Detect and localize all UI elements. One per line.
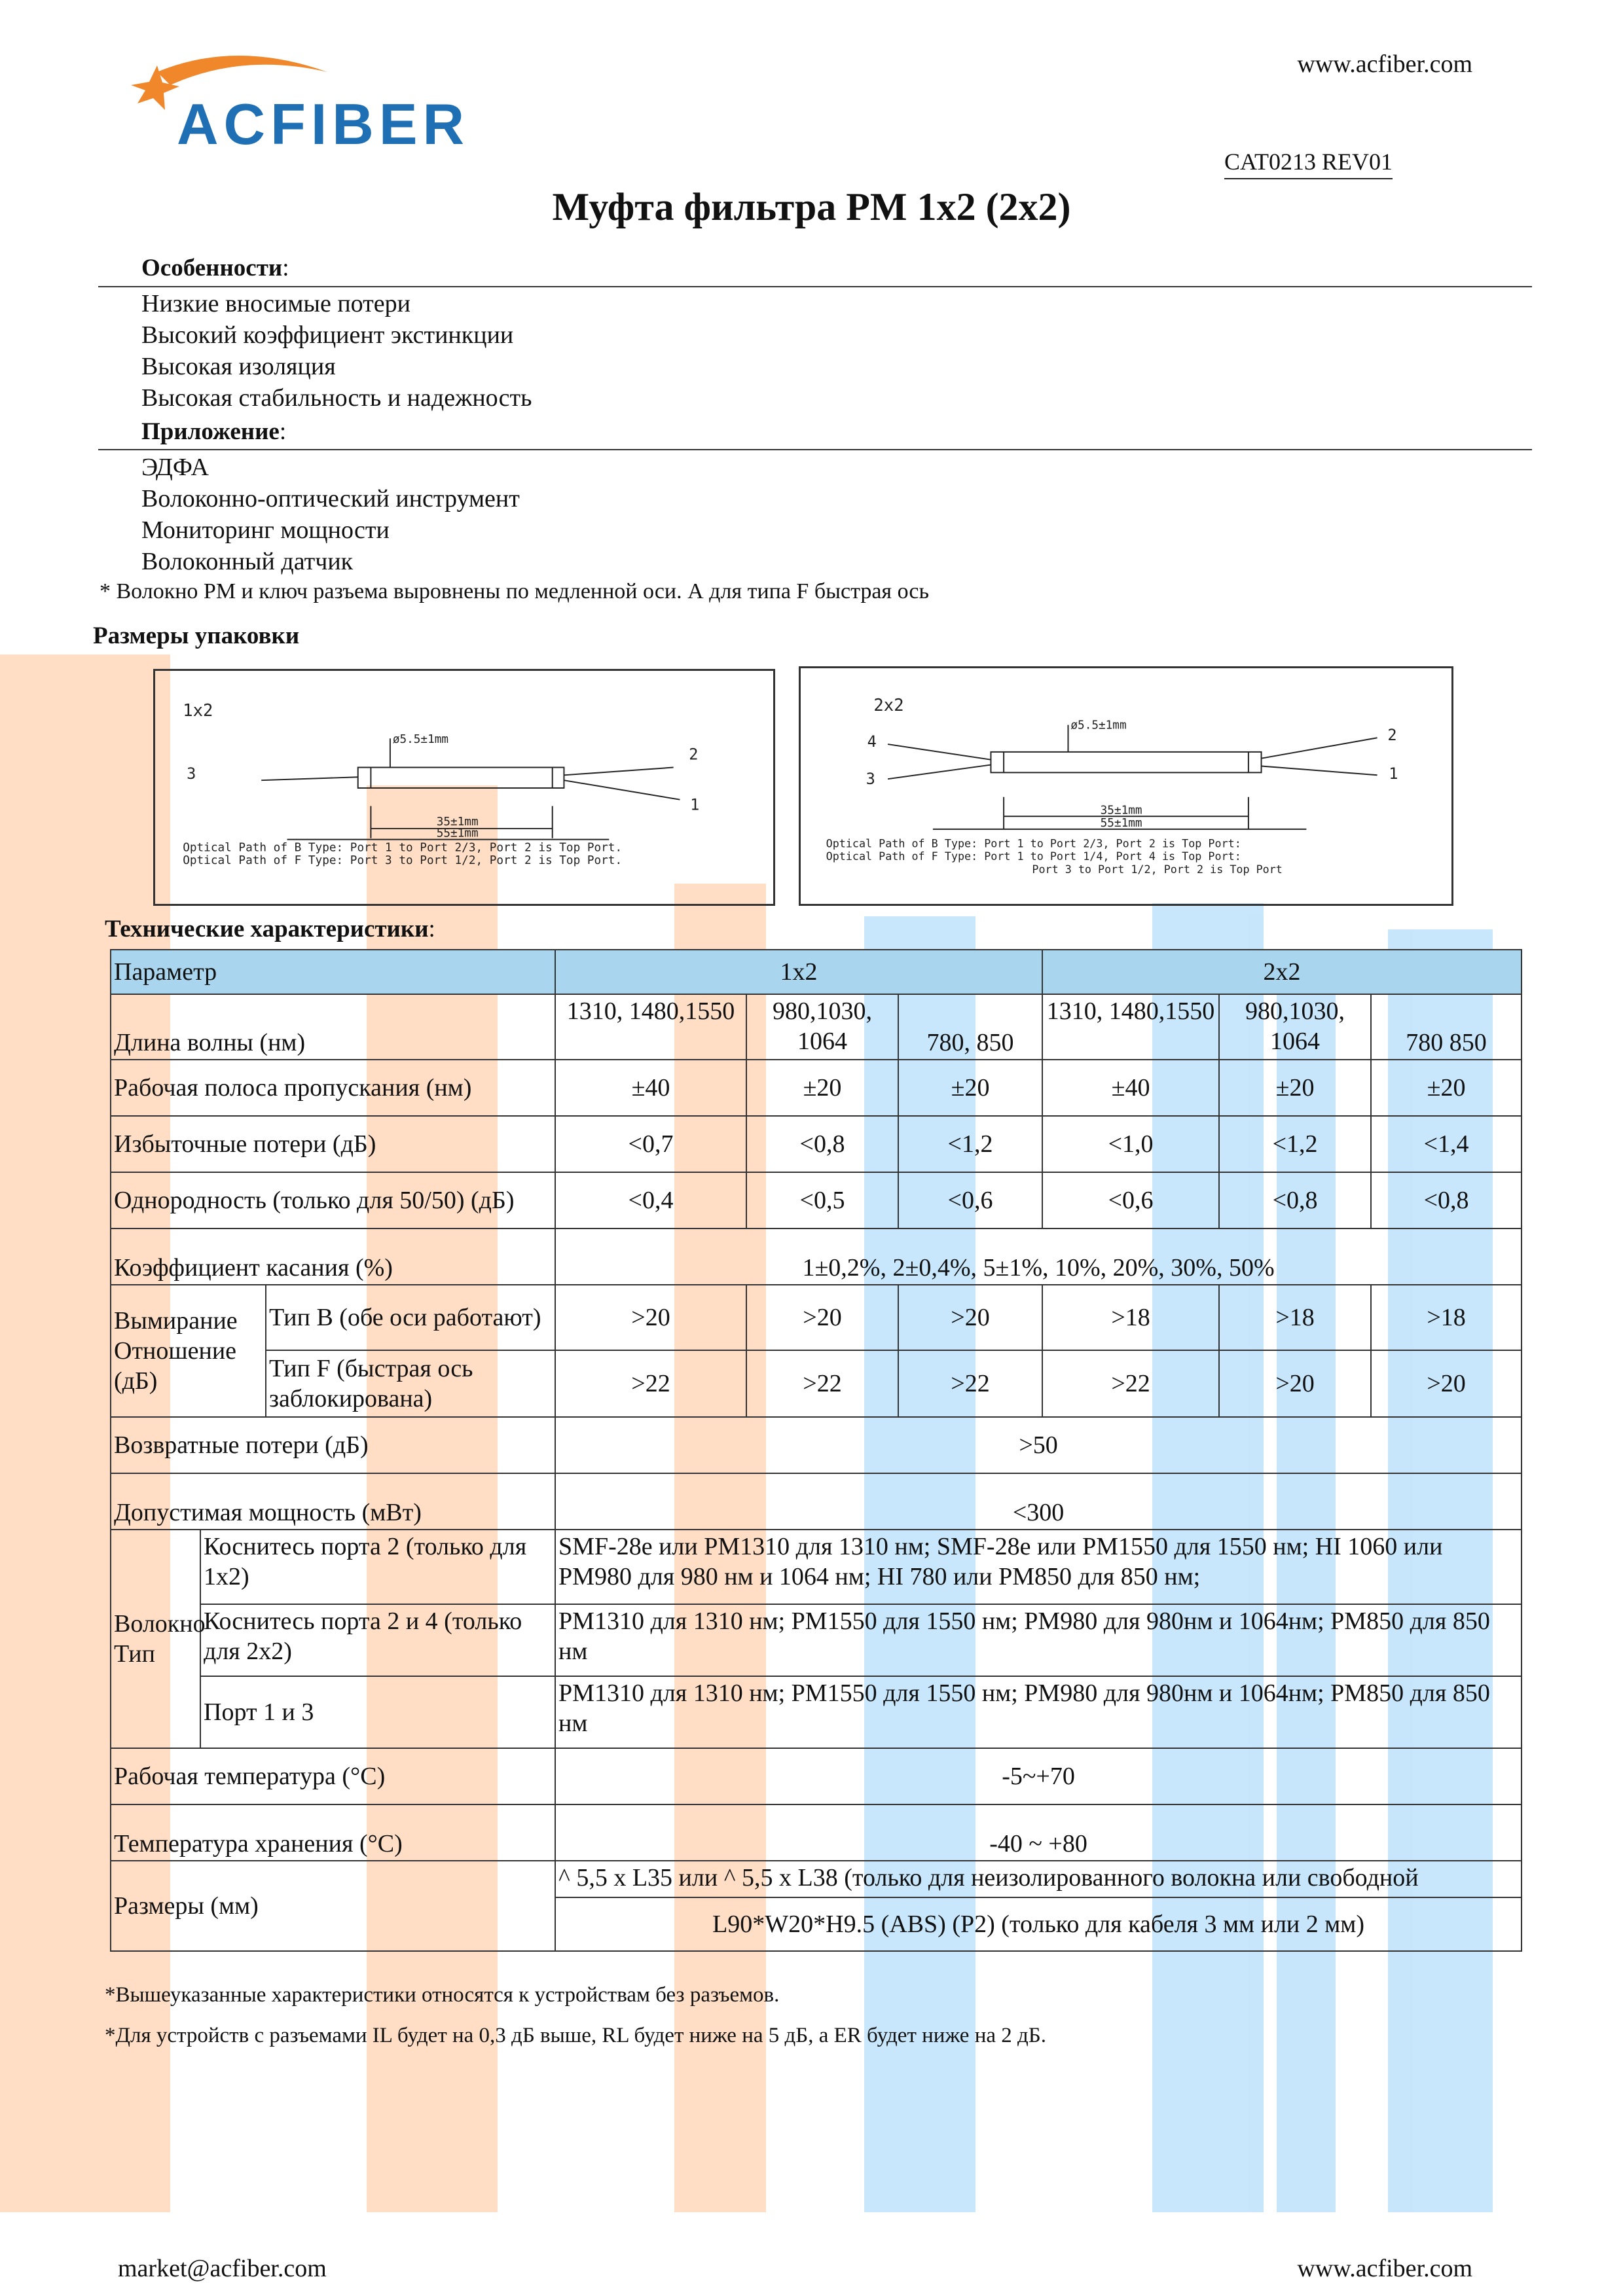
table-cell: -40 ~ +80 (555, 1804, 1522, 1861)
table-cell: ±40 (1042, 1060, 1219, 1116)
table-cell: >20 (1219, 1350, 1371, 1417)
table-row (111, 1060, 1522, 1116)
port-label: 2 (1387, 726, 1397, 745)
feature-item: Высокая изоляция (141, 353, 336, 380)
applications-divider (98, 449, 1532, 450)
diameter-label: ø5.5±1mm (392, 733, 449, 747)
table-cell: <1,2 (898, 1116, 1042, 1172)
sub-param-label: Тип B (обе оси работают) (266, 1285, 555, 1350)
param-label: Коэффициент касания (%) (111, 1229, 555, 1285)
table-row (111, 994, 1522, 1060)
optical-path-b: Optical Path of B Type: Port 1 to Port 2/3, Port 2 is Top Port. (183, 841, 623, 855)
table-row (111, 1861, 1522, 1897)
table-cell: 1310, 1480,1550 (555, 994, 746, 1060)
param-label: Рабочая полоса пропускания (нм) (111, 1060, 555, 1116)
table-cell: >20 (555, 1285, 746, 1350)
length-outer-label: 55±1mm (1100, 816, 1142, 830)
logo-icon (111, 46, 478, 157)
table-cell: 980,1030, 1064 (746, 994, 898, 1060)
param-label: Вымирание Отношение (дБ) (111, 1285, 266, 1417)
table-cell: 1310, 1480,1550 (1042, 994, 1219, 1060)
table-row (111, 1417, 1522, 1473)
table-cell: 1±0,2%, 2±0,4%, 5±1%, 10%, 20%, 30%, 50% (555, 1229, 1522, 1285)
table-cell: L90*W20*H9.5 (ABS) (P2) (только для кабеля 3 мм или 2 мм) (555, 1897, 1522, 1951)
table-cell: PM1310 для 1310 нм; PM1550 для 1550 нм; PM980 для 980нм и 1064нм; PM850 для 850 нм (555, 1604, 1522, 1676)
diameter-label: ø5.5±1mm (1070, 719, 1127, 732)
fiber-alignment-note: * Волокно PM и ключ разъема выровнены по медленной оси. А для типа F быстрая ось (100, 579, 930, 603)
port-label: 1 (690, 795, 700, 814)
footnote: *Для устройств с разъемами IL будет на 0,3 дБ выше, RL будет ниже на 5 дБ, а ER будет ниже на 2 дБ. (105, 2024, 1046, 2047)
port-label: 1 (1389, 764, 1398, 783)
table-cell: <0,6 (898, 1172, 1042, 1229)
param-label: Температура хранения (°C) (111, 1804, 555, 1861)
table-cell: ±20 (898, 1060, 1042, 1116)
table-row (111, 1530, 1522, 1604)
features-heading: Особенности: (141, 255, 289, 281)
table-cell: SMF-28e или PM1310 для 1310 нм; SMF-28e или PM1550 для 1550 нм; HI 1060 или PM980 для 980 нм и 1064 нм; HI 780 или PM850 для 850 нм; (555, 1530, 1522, 1604)
features-divider (98, 286, 1532, 287)
package-heading: Размеры упаковки (93, 622, 300, 649)
package-drawing-2x2 (799, 666, 1453, 906)
table-cell: -5~+70 (555, 1748, 1522, 1804)
specs-heading: Технические характеристики: (105, 916, 435, 942)
sub-param-label: Коснитесь порта 2 и 4 (только для 2x2) (200, 1604, 555, 1676)
application-item: ЭДФА (141, 454, 209, 481)
package-drawing-1x2 (153, 669, 775, 906)
applications-heading: Приложение: (141, 418, 287, 445)
table-cell: <0,6 (1042, 1172, 1219, 1229)
feature-item: Высокая стабильность и надежность (141, 384, 532, 412)
sub-param-label: Тип F (быстрая ось заблокирована) (266, 1350, 555, 1417)
footer-website[interactable]: www.acfiber.com (1297, 2255, 1472, 2282)
table-row (111, 1229, 1522, 1285)
acfiber-logo (111, 46, 478, 157)
optical-path-f: Optical Path of F Type: Port 3 to Port 1/2, Port 2 is Top Port. (183, 854, 623, 868)
param-label: Допустимая мощность (мВт) (111, 1473, 555, 1530)
table-cell: >20 (898, 1285, 1042, 1350)
table-cell: >18 (1371, 1285, 1522, 1350)
port-label: 2 (689, 745, 699, 764)
table-row (111, 1285, 1522, 1350)
optical-path-f: Optical Path of F Type: Port 1 to Port 1/4, Port 4 is Top Port: (826, 850, 1241, 863)
param-label: Размеры (мм) (111, 1861, 555, 1951)
table-row (111, 1804, 1522, 1861)
footer-email[interactable]: market@acfiber.com (118, 2255, 327, 2282)
table-cell: 980,1030, 1064 (1219, 994, 1371, 1060)
table-cell: >22 (1042, 1350, 1219, 1417)
application-item: Волоконно-оптический инструмент (141, 485, 520, 512)
table-cell: >18 (1219, 1285, 1371, 1350)
optical-path-f-cont: Port 3 to Port 1/2, Port 2 is Top Port (1032, 862, 1283, 876)
table-cell: 780, 850 (898, 994, 1042, 1060)
length-inner-label: 35±1mm (436, 816, 479, 829)
table-row (111, 1350, 1522, 1417)
drawing-label: 1x2 (183, 700, 213, 721)
table-row (111, 1473, 1522, 1530)
param-label: Однородность (только для 50/50) (дБ) (111, 1172, 555, 1229)
sub-param-label: Коснитесь порта 2 (только для 1x2) (200, 1530, 555, 1604)
optical-path-b: Optical Path of B Type: Port 1 to Port 2/3, Port 2 is Top Port: (826, 836, 1241, 850)
table-cell: <0,4 (555, 1172, 746, 1229)
table-row (111, 1748, 1522, 1804)
table-cell: 780 850 (1371, 994, 1522, 1060)
param-label: Волокно Тип (111, 1530, 200, 1748)
table-cell: <1,2 (1219, 1116, 1371, 1172)
table-cell: >22 (555, 1350, 746, 1417)
table-cell: ±20 (1371, 1060, 1522, 1116)
table-cell: <1,0 (1042, 1116, 1219, 1172)
table-cell: ±20 (746, 1060, 898, 1116)
port-label: 3 (866, 770, 875, 789)
table-row (111, 1172, 1522, 1229)
table-cell: <0,8 (1371, 1172, 1522, 1229)
table-cell: >20 (746, 1285, 898, 1350)
footnote: *Вышеуказанные характеристики относятся к устройствам без разъемов. (105, 1983, 780, 2007)
header-1x2: 1x2 (555, 950, 1042, 994)
table-cell: <0,7 (555, 1116, 746, 1172)
table-row (111, 1676, 1522, 1748)
table-cell: PM1310 для 1310 нм; PM1550 для 1550 нм; PM980 для 980нм и 1064нм; PM850 для 850 нм (555, 1676, 1522, 1748)
table-row (111, 950, 1522, 994)
param-label: Возвратные потери (дБ) (111, 1417, 555, 1473)
page-title: Муфта фильтра PM 1x2 (2x2) (552, 185, 1071, 228)
application-item: Волоконный датчик (141, 548, 354, 575)
table-cell: >22 (898, 1350, 1042, 1417)
table-cell: <0,8 (746, 1116, 898, 1172)
catalog-number: CAT0213 REV01 (1224, 148, 1393, 179)
table-cell: ^ 5,5 x L35 или ^ 5,5 x L38 (только для неизолированного волокна или свободной (555, 1861, 1522, 1897)
table-cell: <0,5 (746, 1172, 898, 1229)
param-label: Рабочая температура (°C) (111, 1748, 555, 1804)
length-outer-label: 55±1mm (436, 827, 479, 840)
drawing-label: 2x2 (873, 695, 904, 715)
table-row (111, 1604, 1522, 1676)
port-label: 3 (187, 764, 196, 783)
header-param: Параметр (111, 950, 555, 994)
table-cell: ±20 (1219, 1060, 1371, 1116)
param-label: Избыточные потери (дБ) (111, 1116, 555, 1172)
table-cell: >50 (555, 1417, 1522, 1473)
table-cell: >18 (1042, 1285, 1219, 1350)
param-label: Длина волны (нм) (111, 994, 555, 1060)
application-item: Мониторинг мощности (141, 516, 390, 544)
table-cell: <1,4 (1371, 1116, 1522, 1172)
table-cell: ±40 (555, 1060, 746, 1116)
sub-param-label: Порт 1 и 3 (200, 1676, 555, 1748)
table-cell: >20 (1371, 1350, 1522, 1417)
feature-item: Низкие вносимые потери (141, 290, 410, 317)
table-cell: >22 (746, 1350, 898, 1417)
port-label: 4 (867, 732, 877, 751)
feature-item: Высокий коэффициент экстинкции (141, 321, 514, 349)
logo-text: ACFIBER (177, 92, 470, 156)
header-2x2: 2x2 (1042, 950, 1522, 994)
table-cell: <0,8 (1219, 1172, 1371, 1229)
header-website[interactable]: www.acfiber.com (1297, 50, 1472, 78)
table-row (111, 1116, 1522, 1172)
table-cell: <300 (555, 1473, 1522, 1530)
specs-table (110, 949, 1522, 1952)
length-inner-label: 35±1mm (1100, 804, 1142, 817)
